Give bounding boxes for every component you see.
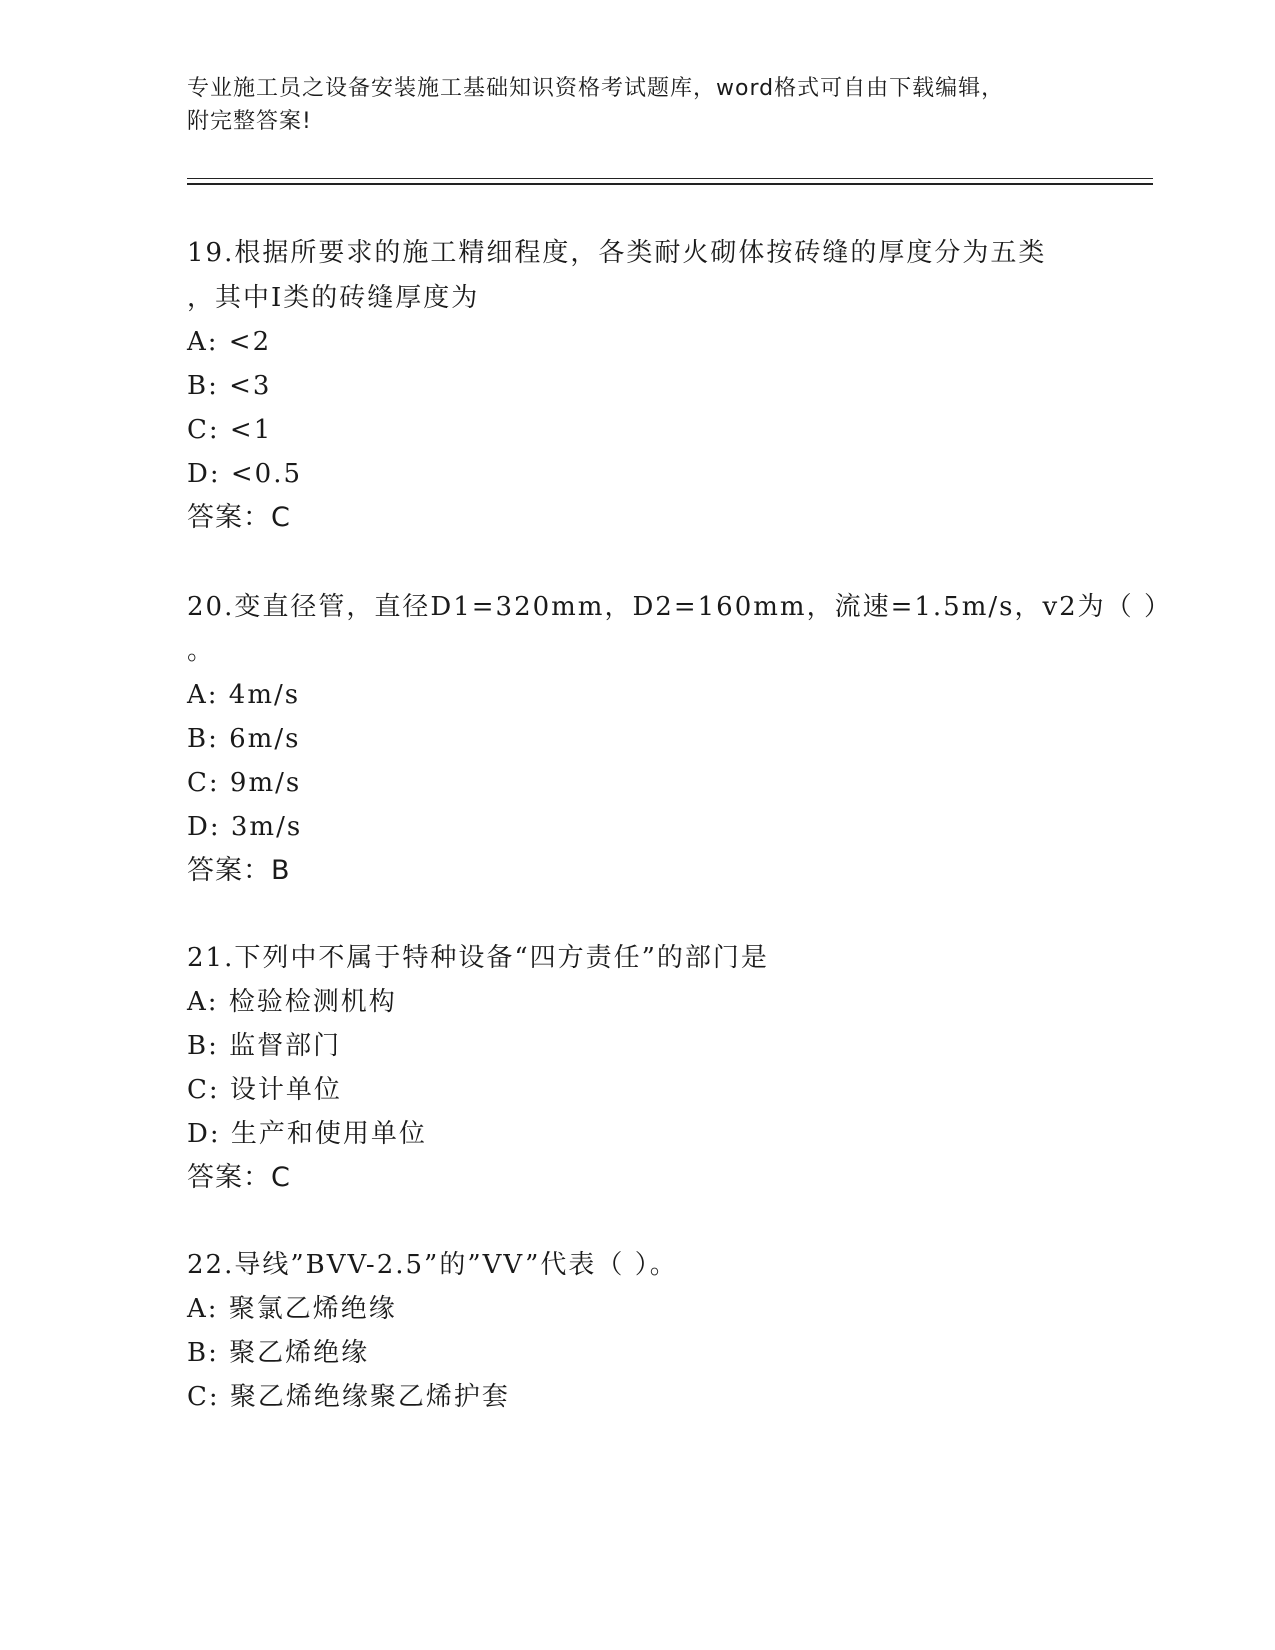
header-divider-bottom [187,183,1153,185]
question-21-option-a: A: 检验检测机构 [187,987,397,1017]
question-20-stem-line-2: 。 [187,636,216,666]
question-21-stem-line-1: 21.下列中不属于特种设备“四方责任”的部门是 [187,943,769,973]
question-20-stem-line-1: 20.变直径管，直径D1=320mm，D2=160mm，流速=1.5m/s，v2为（ ） [187,592,1172,622]
question-22-option-c: C: 聚乙烯绝缘聚乙烯护套 [187,1382,510,1412]
document-header [187,72,1087,138]
question-19-option-b: B: <3 [187,371,272,401]
question-20-option-c: C: 9m/s [187,768,302,798]
question-21-option-b: B: 监督部门 [187,1031,342,1061]
question-22-option-b: B: 聚乙烯绝缘 [187,1338,370,1368]
question-20-option-a: A: 4m/s [187,680,301,710]
question-19-option-d: D: <0.5 [187,459,303,489]
question-20-option-b: B: 6m/s [187,724,301,754]
question-19-stem-line-2: ，其中Ⅰ类的砖缝厚度为 [187,283,480,313]
question-22-option-a: A: 聚氯乙烯绝缘 [187,1294,397,1324]
question-20-option-d: D: 3m/s [187,812,303,842]
header-divider-top [187,178,1153,179]
question-21-answer: 答案：C [187,1162,291,1193]
question-22-stem-line-1: 22.导线”BVV-2.5”的”VV”代表（ ）。 [187,1250,678,1280]
header-line-1: 专业施工员之设备安装施工基础知识资格考试题库，word格式可自由下载编辑， [187,76,1005,101]
question-20-answer: 答案：B [187,855,291,886]
question-21-option-d: D: 生产和使用单位 [187,1119,427,1149]
question-19-stem-line-1: 19.根据所要求的施工精细程度，各类耐火砌体按砖缝的厚度分为五类 [187,238,1047,268]
header-line-2: 附完整答案! [187,109,312,134]
question-19-option-a: A: <2 [187,327,272,357]
question-21-option-c: C: 设计单位 [187,1075,342,1105]
question-19-option-c: C: <1 [187,415,273,445]
question-19-answer: 答案：C [187,502,291,533]
